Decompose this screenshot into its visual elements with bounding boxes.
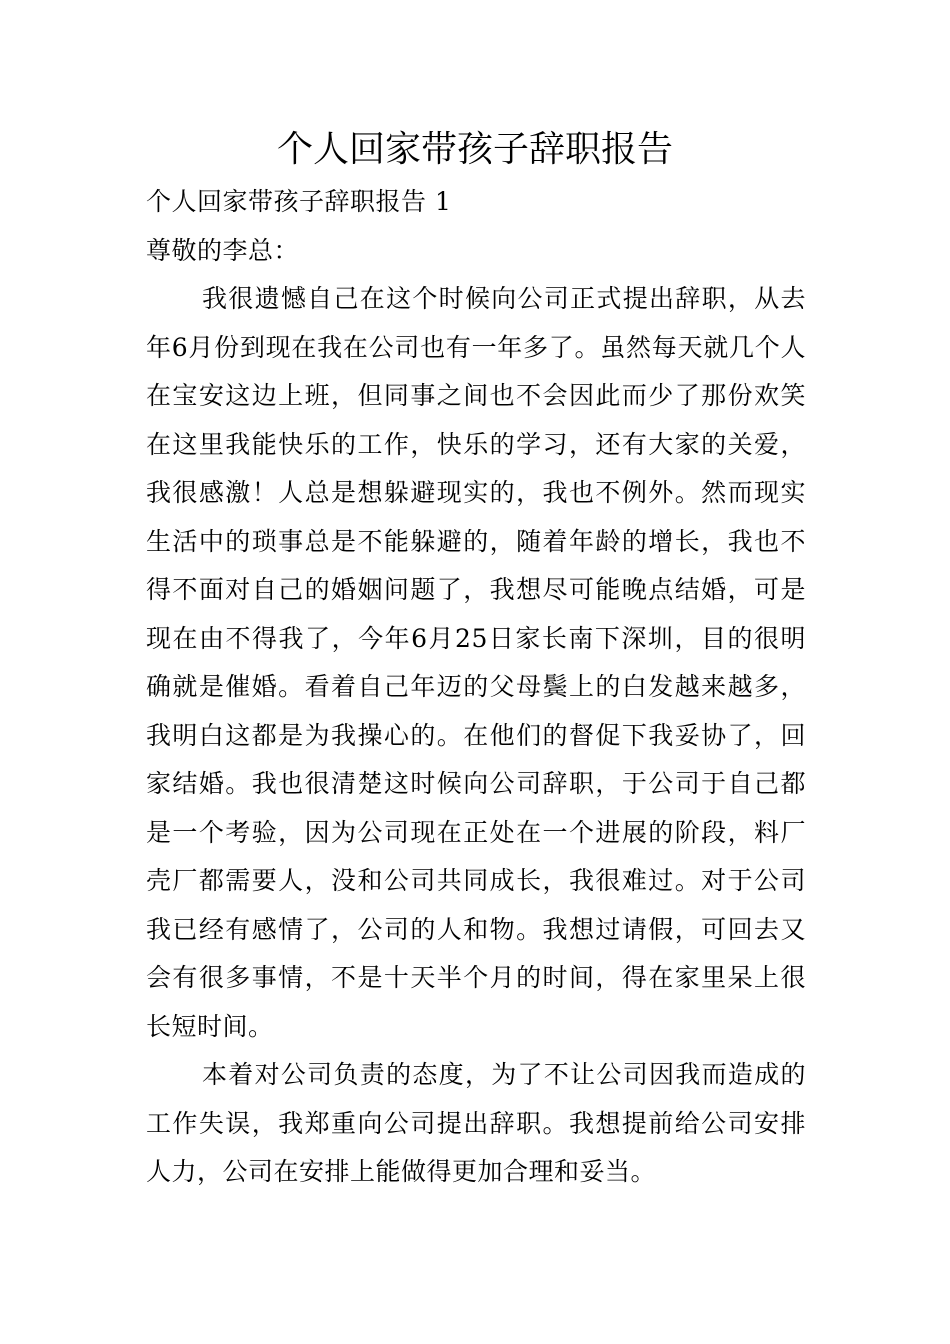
document-body (146, 178, 806, 1197)
document-title: 个人回家带孩子辞职报告 (276, 129, 673, 170)
body-paragraph: 我很遗憾自己在这个时候向公司正式提出辞职，从去年6月份到现在我在公司也有一年多了。虽然每天就几个人在宝安这边上班，但同事之间也不会因此而少了那份欢笑在这里我能快乐的工作，快乐的学习，还有大家的关爱，我很感激！人总是想躲避现实的，我也不例外。然而现实生活中的琐事总是不能躲避的，随着年龄的增长，我也不得不面对自己的婚姻问题了，我想尽可能晚点结婚，可是现在由不得我了，今年6月25日家长南下深圳，目的很明确就是催婚。看着自己年迈的父母鬓上的白发越来越多，我明白这都是为我操心的。在他们的督促下我妥协了，回家结婚。我也很清楚这时候向公司辞职，于公司于自己都是一个考验，因为公司现在正处在一个进展的阶段，料厂壳厂都需要人，没和公司共同成长，我很难过。对于公司我已经有感情了，公司的人和物。我想过请假，可回去又会有很多事情，不是十天半个月的时间，得在家里呆上很长短时间。 (146, 284, 806, 1041)
salutation: 尊敬的李总： (146, 235, 300, 265)
body-paragraph: 本着对公司负责的态度，为了不让公司因我而造成的工作失误，我郑重向公司提出辞职。我想提前给公司安排人力，公司在安排上能做得更加合理和妥当。 (146, 1060, 806, 1186)
document-subtitle: 个人回家带孩子辞职报告 1 (146, 187, 452, 216)
